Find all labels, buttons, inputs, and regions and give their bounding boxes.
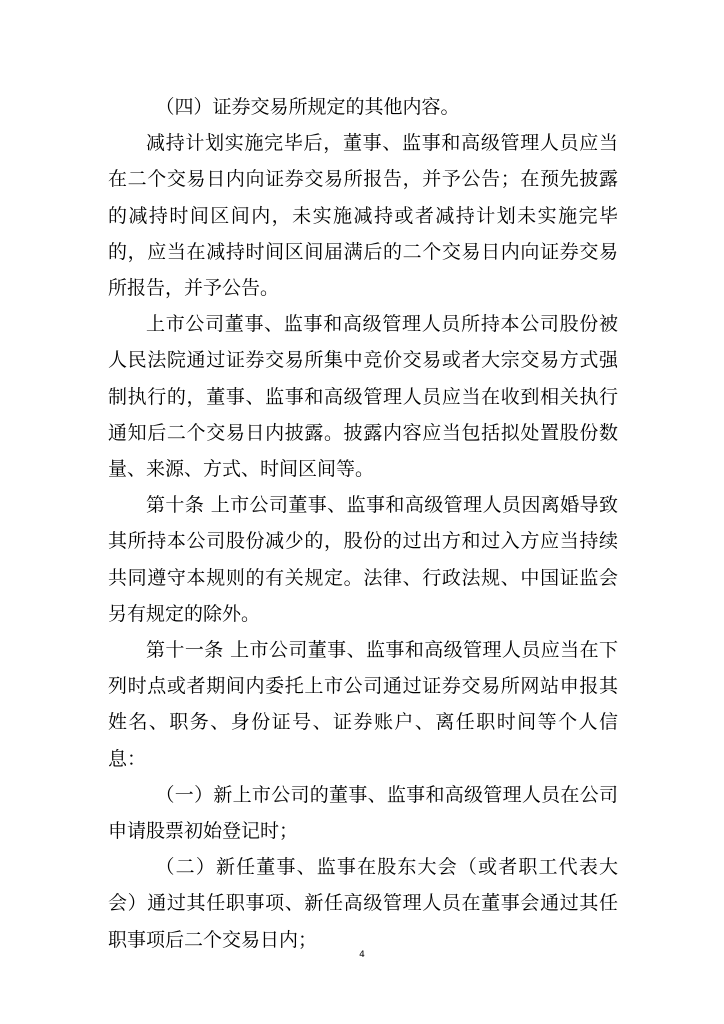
paragraph-article-11-item-2: （二）新任董事、监事在股东大会（或者职工代表大会）通过其任职事项、新任高级管理人员在董事会通过其任职事项后二个交易日内；: [108, 856, 618, 951]
paragraph-article-10: 第十条 上市公司董事、监事和高级管理人员因离婚导致其所持本公司股份减少的，股份的过出方和过入方应当持续共同遵守本规则的有关规定。法律、行政法规、中国证监会另有规定的除外。: [108, 494, 618, 625]
document-body: [108, 89, 618, 958]
paragraph-disclosure-after-reduction: 减持计划实施完毕后，董事、监事和高级管理人员应当在二个交易日内向证券交易所报告，并予公告；在预先披露的减持时间区间内，未实施减持或者减持计划未实施完毕的，应当在减持时间区间届满后的二个交易日内向证券交易所报告，并予公告。: [108, 132, 618, 300]
paragraph-item-4: （四）证券交易所规定的其他内容。: [155, 96, 460, 118]
paragraph-article-11-item-1: （一）新上市公司的董事、监事和高级管理人员在公司申请股票初始登记时；: [108, 783, 618, 843]
paragraph-forced-execution: 上市公司董事、监事和高级管理人员所持本公司股份被人民法院通过证券交易所集中竞价交易或者大宗交易方式强制执行的，董事、监事和高级管理人员应当在收到相关执行通知后二个交易日内披露。披露内容应当包括拟处置股份数量、来源、方式、时间区间等。: [108, 313, 618, 481]
paragraph-article-11: 第十一条 上市公司董事、监事和高级管理人员应当在下列时点或者期间内委托上市公司通过证券交易所网站申报其姓名、职务、身份证号、证券账户、离任职时间等个人信息：: [108, 639, 618, 770]
page-number: 4: [359, 950, 365, 960]
